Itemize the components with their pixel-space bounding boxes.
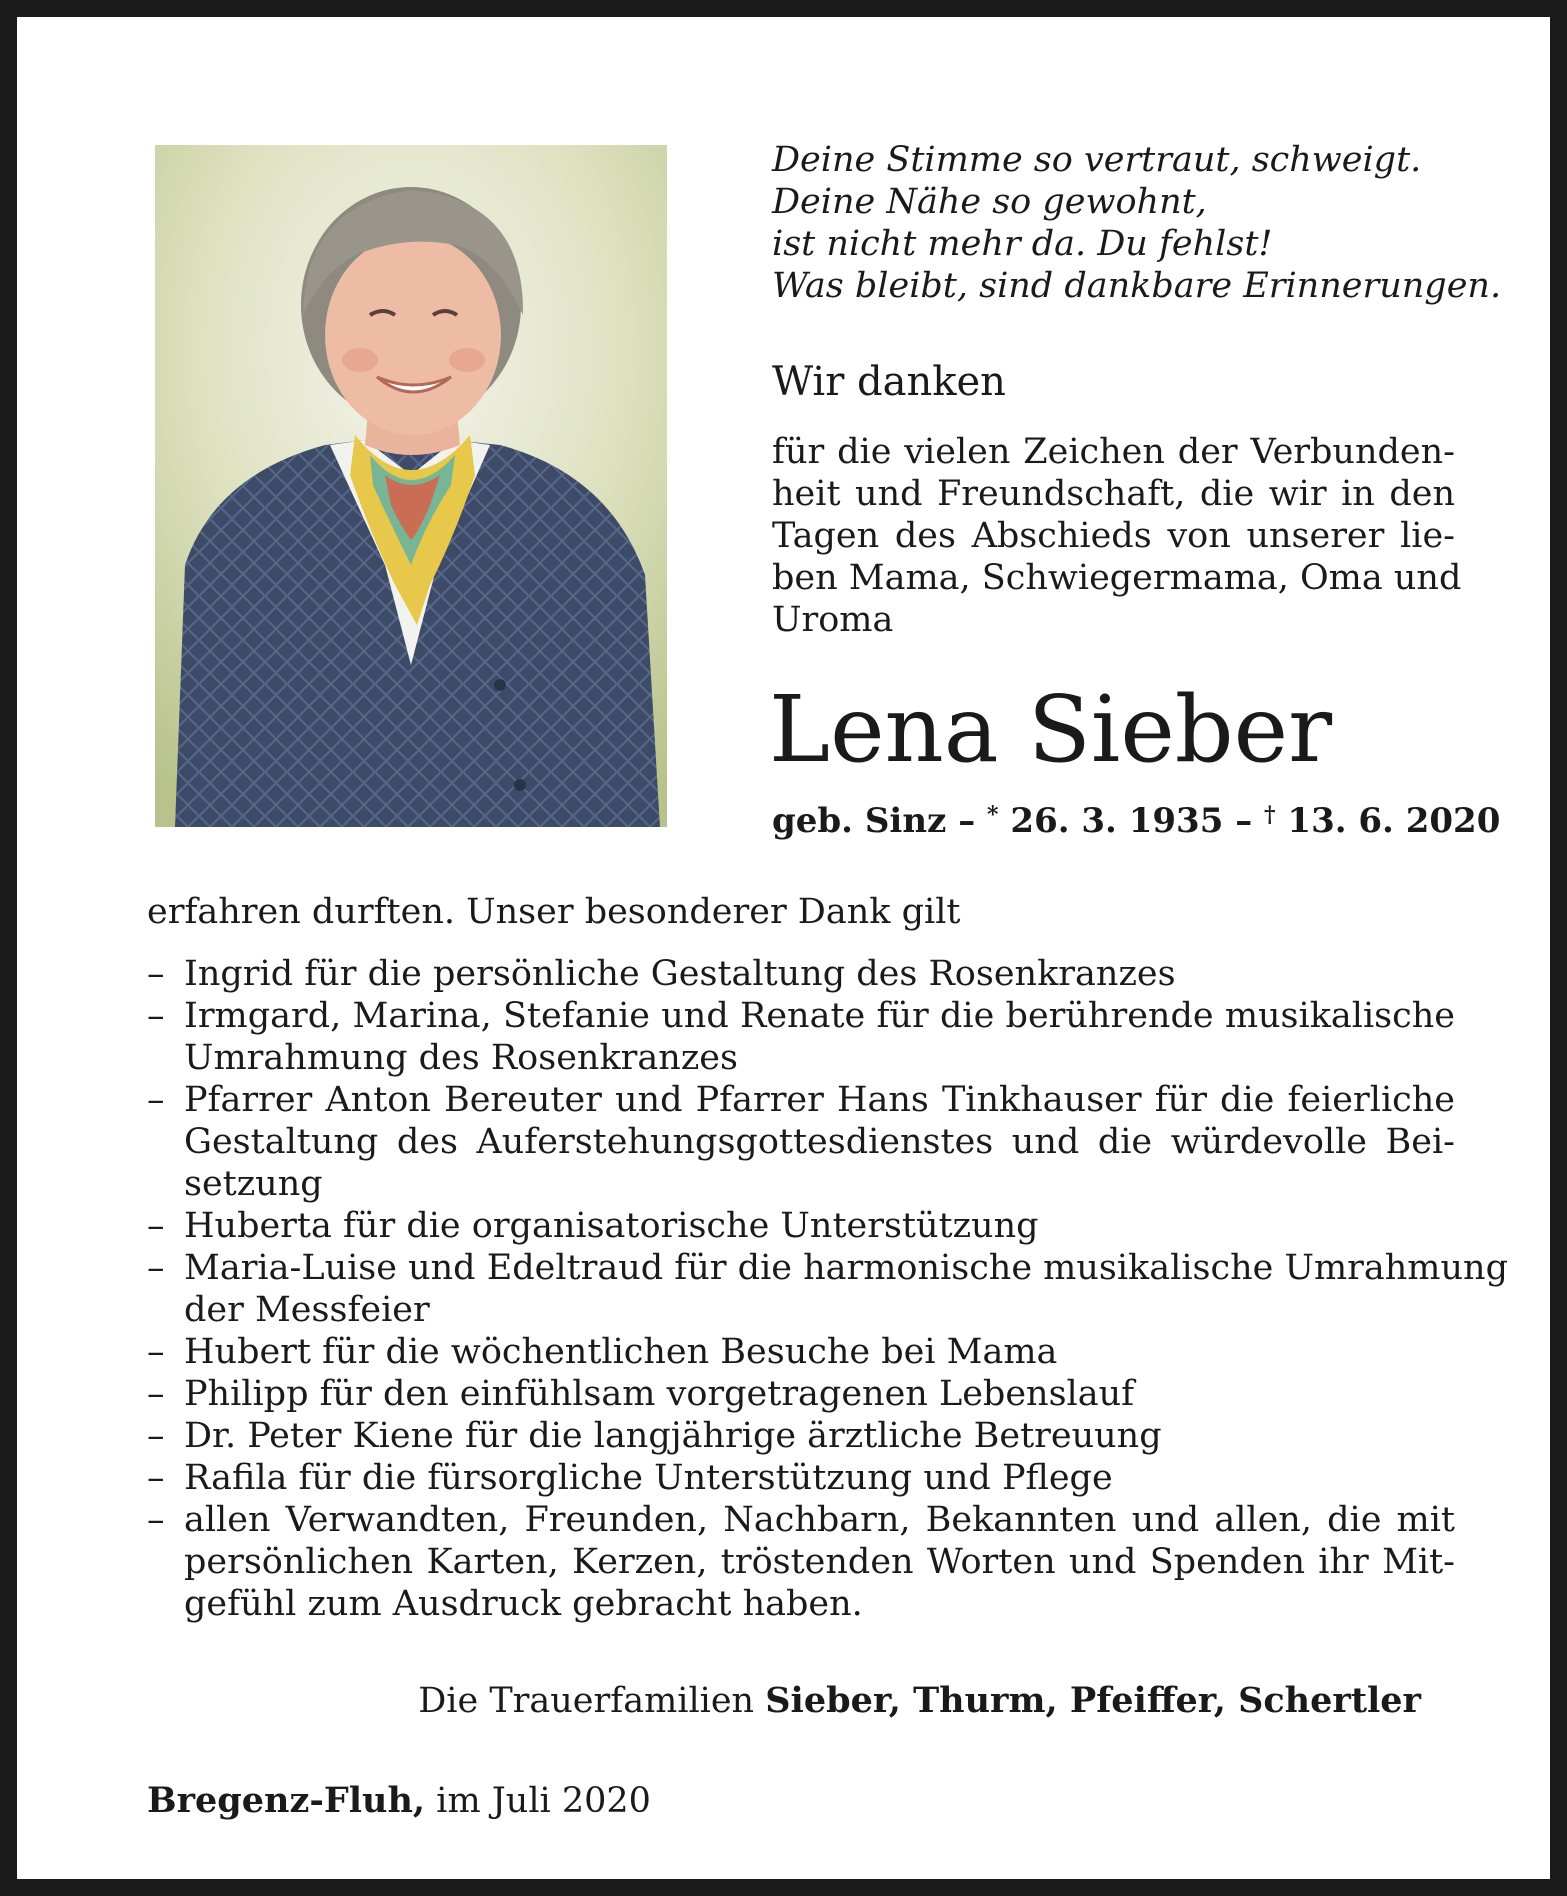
list-item-line: der Messfeier	[184, 1290, 430, 1330]
list-item	[147, 1457, 1455, 1499]
right-cheek	[449, 348, 485, 372]
poem-line: Deine Nähe so gewohnt,	[772, 182, 1207, 222]
jacket-button	[494, 679, 506, 691]
list-item-line: Hubert für die wöchentlichen Besuche bei Mama	[184, 1332, 1058, 1372]
jacket-button	[514, 779, 526, 791]
list-dash: –	[147, 1458, 165, 1498]
list-dash: –	[147, 1374, 165, 1414]
list-item	[147, 995, 1455, 1079]
intro-line: heit und Freundschaft, die wir in den	[772, 474, 1455, 514]
list-item-line: allen Verwandten, Freunden, Nachbarn, Bekannten und allen, die mit	[184, 1500, 1455, 1540]
list-item	[147, 1079, 1455, 1205]
list-item-line: Dr. Peter Kiene für die langjährige ärztliche Betreuung	[184, 1416, 1162, 1456]
face-shape	[325, 235, 501, 435]
portrait-photo	[155, 145, 667, 827]
list-item-line: Umrahmung des Rosenkranzes	[184, 1038, 738, 1078]
thanks-list	[147, 953, 1508, 1625]
list-item-line: Huberta für die organisatorische Unterstützung	[184, 1206, 1039, 1246]
list-item	[147, 1247, 1508, 1331]
list-item	[147, 1331, 1455, 1373]
date-separator: –	[1235, 801, 1253, 841]
list-dash: –	[147, 954, 165, 994]
list-dash: –	[147, 1206, 165, 1246]
signature-prefix: Die Trauerfamilien	[418, 1681, 755, 1721]
list-item	[147, 1415, 1455, 1457]
date-separator: –	[958, 801, 976, 841]
deceased-name: Lena Sieber	[769, 676, 1333, 783]
list-item	[147, 1373, 1455, 1415]
poem	[772, 139, 1502, 307]
list-dash: –	[147, 1416, 165, 1456]
poem-line: Was bleibt, sind dankbare Erinnerungen.	[772, 266, 1502, 306]
intro-line: Uroma	[772, 600, 894, 640]
list-item	[147, 1205, 1455, 1247]
list-item-line: Rafila für die fürsorgliche Unterstützung und Pflege	[184, 1458, 1113, 1498]
list-dash: –	[147, 1332, 165, 1372]
family-signature	[418, 1679, 1421, 1723]
poem-line: Deine Stimme so vertraut, schweigt.	[772, 140, 1422, 180]
intro-line: ben Mama, Schwiegermama, Oma und	[772, 558, 1462, 598]
list-item-line: Irmgard, Marina, Stefanie und Renate für die berührende musikalische	[184, 996, 1455, 1036]
list-item	[147, 953, 1455, 995]
left-cheek	[342, 348, 378, 372]
date-text: im Juli 2020	[436, 1781, 651, 1821]
portrait-illustration	[155, 145, 667, 827]
list-dash: –	[147, 996, 165, 1036]
place-date	[147, 1779, 651, 1823]
list-dash: –	[147, 1080, 165, 1120]
list-item-line: persönlichen Karten, Kerzen, tröstenden Worten und Spenden ihr Mit-	[184, 1542, 1455, 1582]
birth-date: 26. 3. 1935	[1010, 801, 1224, 841]
list-dash: –	[147, 1248, 165, 1288]
list-item-line: gefühl zum Ausdruck gebracht haben.	[184, 1584, 863, 1624]
death-date: 13. 6. 2020	[1287, 801, 1501, 841]
intro-paragraph	[772, 431, 1462, 641]
birth-name: geb. Sinz	[772, 801, 947, 841]
list-item-line: Pfarrer Anton Bereuter und Pfarrer Hans Tinkhauser für die feierliche	[184, 1080, 1455, 1120]
intro-line: Tagen des Abschieds von unserer lie-	[772, 516, 1455, 556]
intro-line: für die vielen Zeichen der Verbunden-	[772, 432, 1455, 472]
list-item-line: Gestaltung des Auferstehungsgottesdienstes und die würdevolle Bei-	[184, 1122, 1455, 1162]
continuation-text: erfahren durften. Unser besonderer Dank gilt	[147, 892, 961, 932]
birth-symbol: *	[987, 802, 999, 828]
list-dash: –	[147, 1500, 165, 1540]
life-dates	[772, 793, 1500, 843]
list-item-line: Ingrid für die persönliche Gestaltung des Rosenkranzes	[184, 954, 1176, 994]
list-item	[147, 1499, 1455, 1625]
poem-line: ist nicht mehr da. Du fehlst!	[772, 224, 1273, 264]
list-item-line: Philipp für den einfühlsam vorgetragenen Lebenslauf	[184, 1374, 1135, 1414]
list-item-line: Maria-Luise und Edeltraud für die harmonische musikalische Umrahmung	[184, 1248, 1508, 1288]
thanks-heading: Wir danken	[772, 359, 1006, 405]
death-symbol: †	[1264, 802, 1276, 828]
family-names: Sieber, Thurm, Pfeiffer, Schertler	[765, 1680, 1421, 1721]
list-item-line: setzung	[184, 1164, 323, 1204]
place-name: Bregenz-Fluh,	[147, 1780, 426, 1821]
